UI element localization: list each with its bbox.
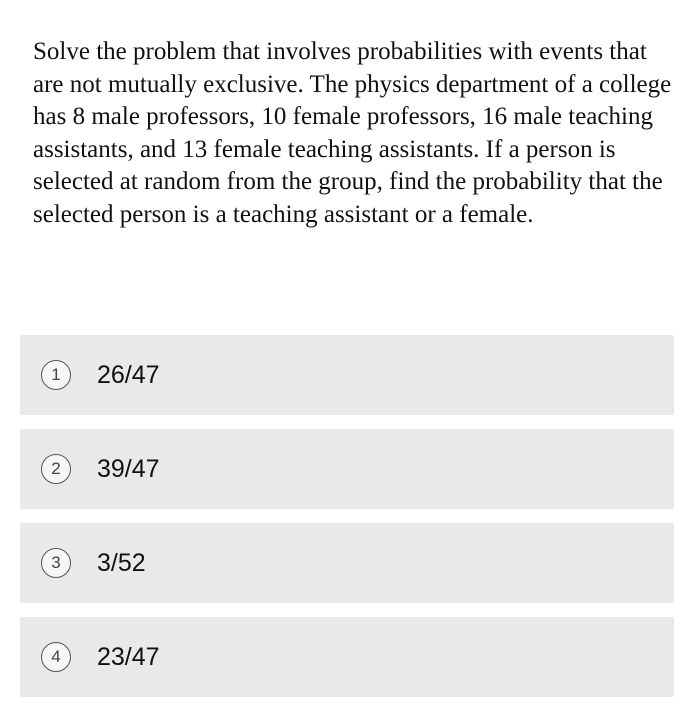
option-label: 39/47 bbox=[97, 454, 160, 483]
option-label: 23/47 bbox=[97, 642, 160, 671]
option-number-badge: 2 bbox=[41, 454, 71, 484]
answer-options-list bbox=[20, 335, 674, 711]
answer-option-1[interactable] bbox=[20, 335, 674, 415]
option-label: 26/47 bbox=[97, 360, 160, 389]
answer-option-4[interactable] bbox=[20, 617, 674, 697]
option-number-badge: 1 bbox=[41, 360, 71, 390]
answer-option-2[interactable] bbox=[20, 429, 674, 509]
option-number-badge: 3 bbox=[41, 548, 71, 578]
question-text: Solve the problem that involves probabilities with events that are not mutually exclusive. The physics department of a college has 8 male professors, 10 female professors, 16 male teaching assistants, and 13 female teaching assistants. If a person is selected at random from the group, find the probability that the selected person is a teaching assistant or a female. bbox=[33, 38, 672, 228]
option-number-badge: 4 bbox=[41, 642, 71, 672]
option-label: 3/52 bbox=[97, 548, 146, 577]
answer-option-3[interactable] bbox=[20, 523, 674, 603]
